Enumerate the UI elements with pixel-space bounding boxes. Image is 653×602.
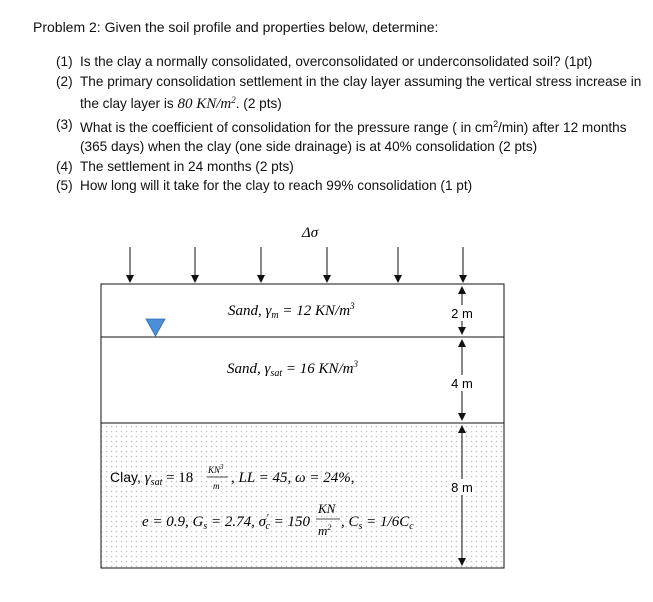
layer-name: Sand, xyxy=(227,361,265,377)
load-arrow xyxy=(126,247,134,283)
gamma-symbol: γ xyxy=(265,303,272,319)
sand-layer-2-label xyxy=(227,359,358,379)
cs-subscript: s xyxy=(358,521,363,532)
unit-weight-value: = 12 KN/m xyxy=(278,303,351,319)
cs-value-text: = 1/6C xyxy=(362,514,410,530)
load-arrow xyxy=(394,247,402,283)
sigma-subscript: c xyxy=(265,521,270,532)
dimension-arrow-down xyxy=(458,327,466,335)
preconsolidation-value: = 150 xyxy=(269,514,311,530)
clay-void-ratio-gs-sigma xyxy=(142,512,311,532)
cs-text: , C xyxy=(341,514,359,530)
unit-superscript: 3 xyxy=(350,301,355,311)
question-text-part: What is the coefficient of consolidation for the pressure range ( in cm xyxy=(80,119,494,135)
dimension-arrow-up xyxy=(458,339,466,347)
unit-numerator-text: KN xyxy=(208,465,221,475)
math-text: 80 KN/m xyxy=(177,96,232,112)
question-number: (2) xyxy=(56,73,73,89)
dimension-arrow-down xyxy=(458,413,466,421)
problem-title: Problem 2: Given the soil profile and properties below, determine: xyxy=(33,19,439,35)
clay-layer-fill xyxy=(101,423,504,568)
dimension-2m xyxy=(449,286,475,335)
clay-ll-water-content: , LL = 45, ω = 24%, xyxy=(231,470,355,486)
sand-layer-1-label xyxy=(228,301,355,321)
math-superscript: 2 xyxy=(231,95,236,105)
clay-name: Clay, xyxy=(110,469,145,485)
gamma-symbol: γ xyxy=(144,470,151,486)
load-arrows xyxy=(126,247,467,283)
load-label: Δσ xyxy=(301,225,319,241)
gamma-subscript: sat xyxy=(150,477,163,488)
void-ratio-text: e = 0.9, G xyxy=(142,514,204,530)
thickness-label-8m: 8 m xyxy=(451,480,473,495)
layer-name: Sand, xyxy=(228,303,266,319)
question-number: (5) xyxy=(56,178,73,193)
frac-numerator: KN xyxy=(318,501,336,516)
unit-numerator-sup: 3 xyxy=(220,463,224,471)
gamma-subscript: m xyxy=(271,310,279,321)
frac-denominator-sup: 2 xyxy=(327,523,332,532)
sigma-prime: ′ xyxy=(266,512,269,524)
unit-denominator: m xyxy=(213,481,220,491)
clay-unit-weight-value: = 18 xyxy=(162,470,194,486)
question-text-part: The primary consolidation settlement in the clay layer assuming the vertical stress increase in the clay layer is xyxy=(80,73,642,111)
superscript: 2 xyxy=(493,118,499,129)
load-arrow xyxy=(323,247,331,283)
dimension-4m xyxy=(449,339,475,421)
swell-index xyxy=(341,514,414,532)
gs-value-text: = 2.74, σ xyxy=(207,514,267,530)
frac-denominator-text: m xyxy=(318,523,328,538)
question-text: Is the clay a normally consolidated, overconsolidated or underconsolidated soil? (1pt) xyxy=(80,54,593,69)
gamma-symbol: γ xyxy=(264,361,271,377)
gs-subscript: s xyxy=(203,521,208,532)
thickness-label-4m: 4 m xyxy=(451,376,473,391)
dimension-arrow-up xyxy=(458,286,466,294)
question-text: The settlement in 24 months (2 pts) xyxy=(80,158,294,174)
question-text-part: /min) after 12 months (365 days) when the clay (one side drainage) is at 40% consolidation (2 pts) xyxy=(80,119,627,154)
water-table-icon xyxy=(146,319,165,336)
load-arrow xyxy=(257,247,265,283)
load-arrow xyxy=(191,247,199,283)
question-number: (4) xyxy=(56,158,73,174)
load-arrow xyxy=(459,247,467,283)
question-text-part: . (2 pts) xyxy=(235,96,282,111)
question-text: How long will it take for the clay to reach 99% consolidation (1 pt) xyxy=(80,178,473,193)
cc-subscript: c xyxy=(409,521,414,532)
question-number: (1) xyxy=(56,54,73,69)
unit-weight-value: = 16 KN/m xyxy=(282,361,354,377)
thickness-label-2m: 2 m xyxy=(451,306,473,321)
question-number: (3) xyxy=(56,116,73,132)
unit-superscript: 3 xyxy=(353,359,358,369)
gamma-subscript: sat xyxy=(270,368,283,379)
